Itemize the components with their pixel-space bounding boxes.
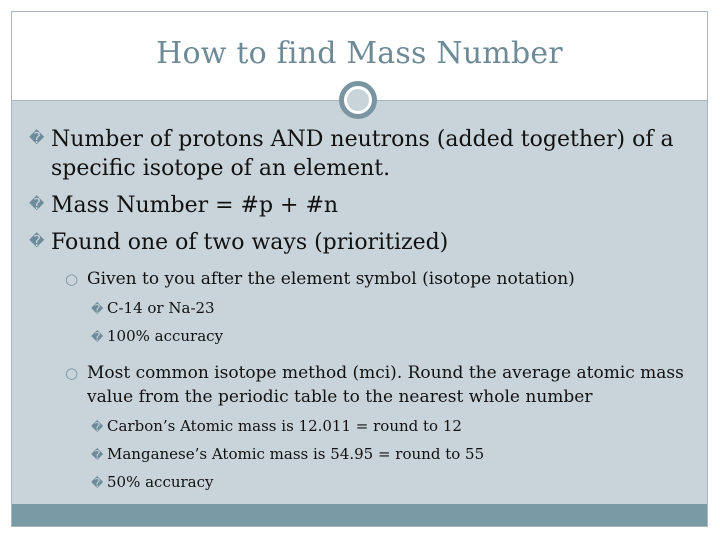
sub-sub-bullet-item: [29, 295, 693, 323]
bullet-item: [29, 190, 693, 220]
bullet-item: [29, 227, 693, 257]
bullet-marker-icon: �: [91, 330, 104, 344]
bullet-text: Found one of two ways (prioritized): [51, 230, 449, 255]
sub-sub-bullet-text: Manganese’s Atomic mass is 54.95 = round to 55: [107, 445, 485, 463]
slide-content: [29, 124, 693, 497]
sub-bullet-text: Most common isotope method (mci). Round the average atomic mass value from the periodic table to the nearest whole number: [87, 363, 684, 407]
sub-sub-bullet-text: Carbon’s Atomic mass is 12.011 = round to 12: [107, 417, 462, 435]
circle-bullet-icon: ○: [65, 364, 79, 382]
bullet-marker-icon: �: [29, 195, 45, 213]
circle-bullet-icon: ○: [65, 270, 79, 288]
sub-sub-bullet-item: [29, 413, 693, 441]
bullet-marker-icon: �: [91, 448, 104, 462]
sub-bullet-item: [29, 361, 693, 409]
sub-sub-bullet-item: [29, 469, 693, 497]
slide-frame: [11, 11, 708, 527]
sub-sub-bullet-item: [29, 441, 693, 469]
sub-bullet-item: [29, 267, 693, 291]
title-divider-circle-icon: [339, 81, 377, 119]
bullet-marker-icon: �: [29, 129, 45, 147]
sub-sub-bullet-text: C-14 or Na-23: [107, 299, 215, 317]
slide-title: How to find Mass Number: [156, 36, 563, 71]
bullet-marker-icon: �: [91, 476, 104, 490]
sub-bullet-text: Given to you after the element symbol (isotope notation): [87, 269, 575, 289]
bullet-item: [29, 124, 693, 183]
bullet-text: Number of protons AND neutrons (added together) of a specific isotope of an element.: [51, 127, 674, 181]
bullet-text: Mass Number = #p + #n: [51, 193, 339, 218]
sub-sub-bullet-text: 50% accuracy: [107, 473, 214, 491]
bullet-marker-icon: �: [91, 302, 104, 316]
sub-sub-bullet-text: 100% accuracy: [107, 327, 224, 345]
sub-sub-bullet-item: [29, 323, 693, 351]
bottom-bar: [12, 504, 707, 526]
bullet-marker-icon: �: [91, 420, 104, 434]
bullet-marker-icon: �: [29, 232, 45, 250]
